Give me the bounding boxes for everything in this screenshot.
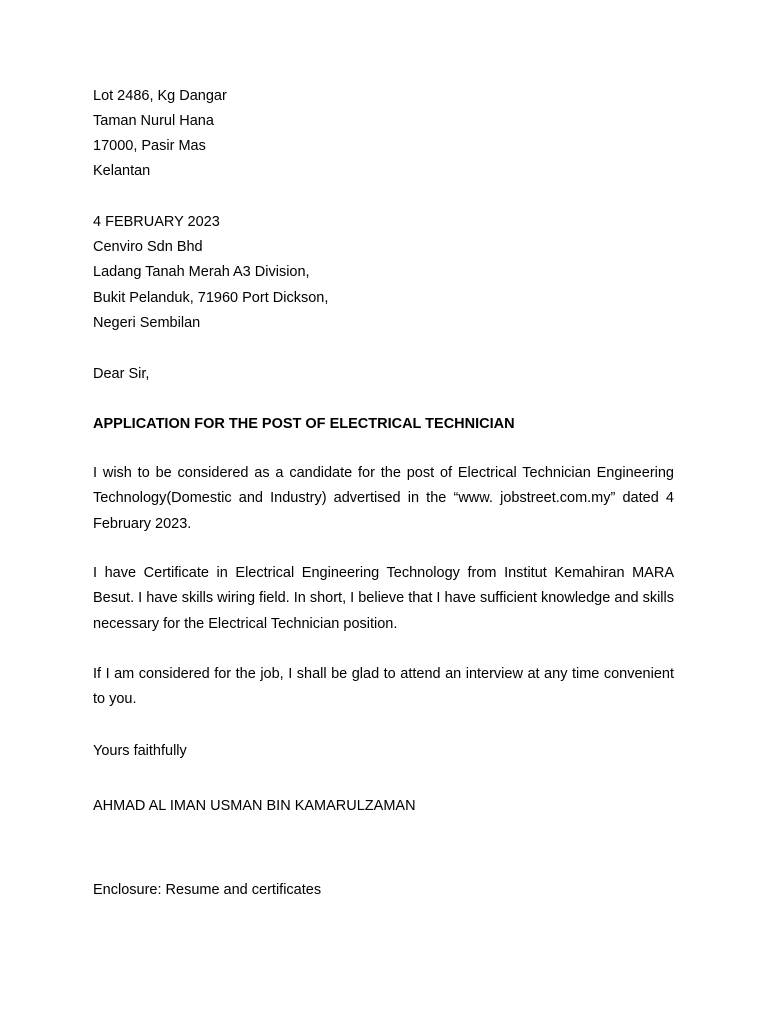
body-paragraph-1: I wish to be considered as a candidate for the post of Electrical Technician Engineering Technology(Domestic and Industry) advertised in the “www. jobstreet.com.my” dated 4 February 2023. (93, 465, 674, 532)
sender-address-line-4: Kelantan (93, 163, 151, 179)
salutation: Dear Sir, (93, 366, 150, 382)
sender-address-line-3: 17000, Pasir Mas (93, 138, 206, 154)
sender-address-line-2: Taman Nurul Hana (93, 113, 214, 129)
letter-date: 4 FEBRUARY 2023 (93, 214, 220, 230)
recipient-address-line-4: Negeri Sembilan (93, 315, 201, 331)
signatory-name: AHMAD AL IMAN USMAN BIN KAMARULZAMAN (93, 798, 416, 814)
recipient-address-line-1: Cenviro Sdn Bhd (93, 239, 203, 255)
enclosure-note: Enclosure: Resume and certificates (93, 882, 322, 898)
closing: Yours faithfully (93, 743, 187, 759)
recipient-address-line-2: Ladang Tanah Merah A3 Division, (93, 264, 310, 280)
sender-address-line-1: Lot 2486, Kg Dangar (93, 88, 227, 104)
body-paragraph-3: If I am considered for the job, I shall be glad to attend an interview at any time convenient to you. (93, 666, 674, 708)
body-paragraph-2: I have Certificate in Electrical Engineering Technology from Institut Kemahiran MARA Besut. I have skills wiring field. In short, I believe that I have sufficient knowledge and skills necessary for the Electrical Technician position. (93, 565, 674, 632)
letter-subject: APPLICATION FOR THE POST OF ELECTRICAL TECHNICIAN (93, 416, 515, 432)
recipient-address-line-3: Bukit Pelanduk, 71960 Port Dickson, (93, 290, 329, 306)
